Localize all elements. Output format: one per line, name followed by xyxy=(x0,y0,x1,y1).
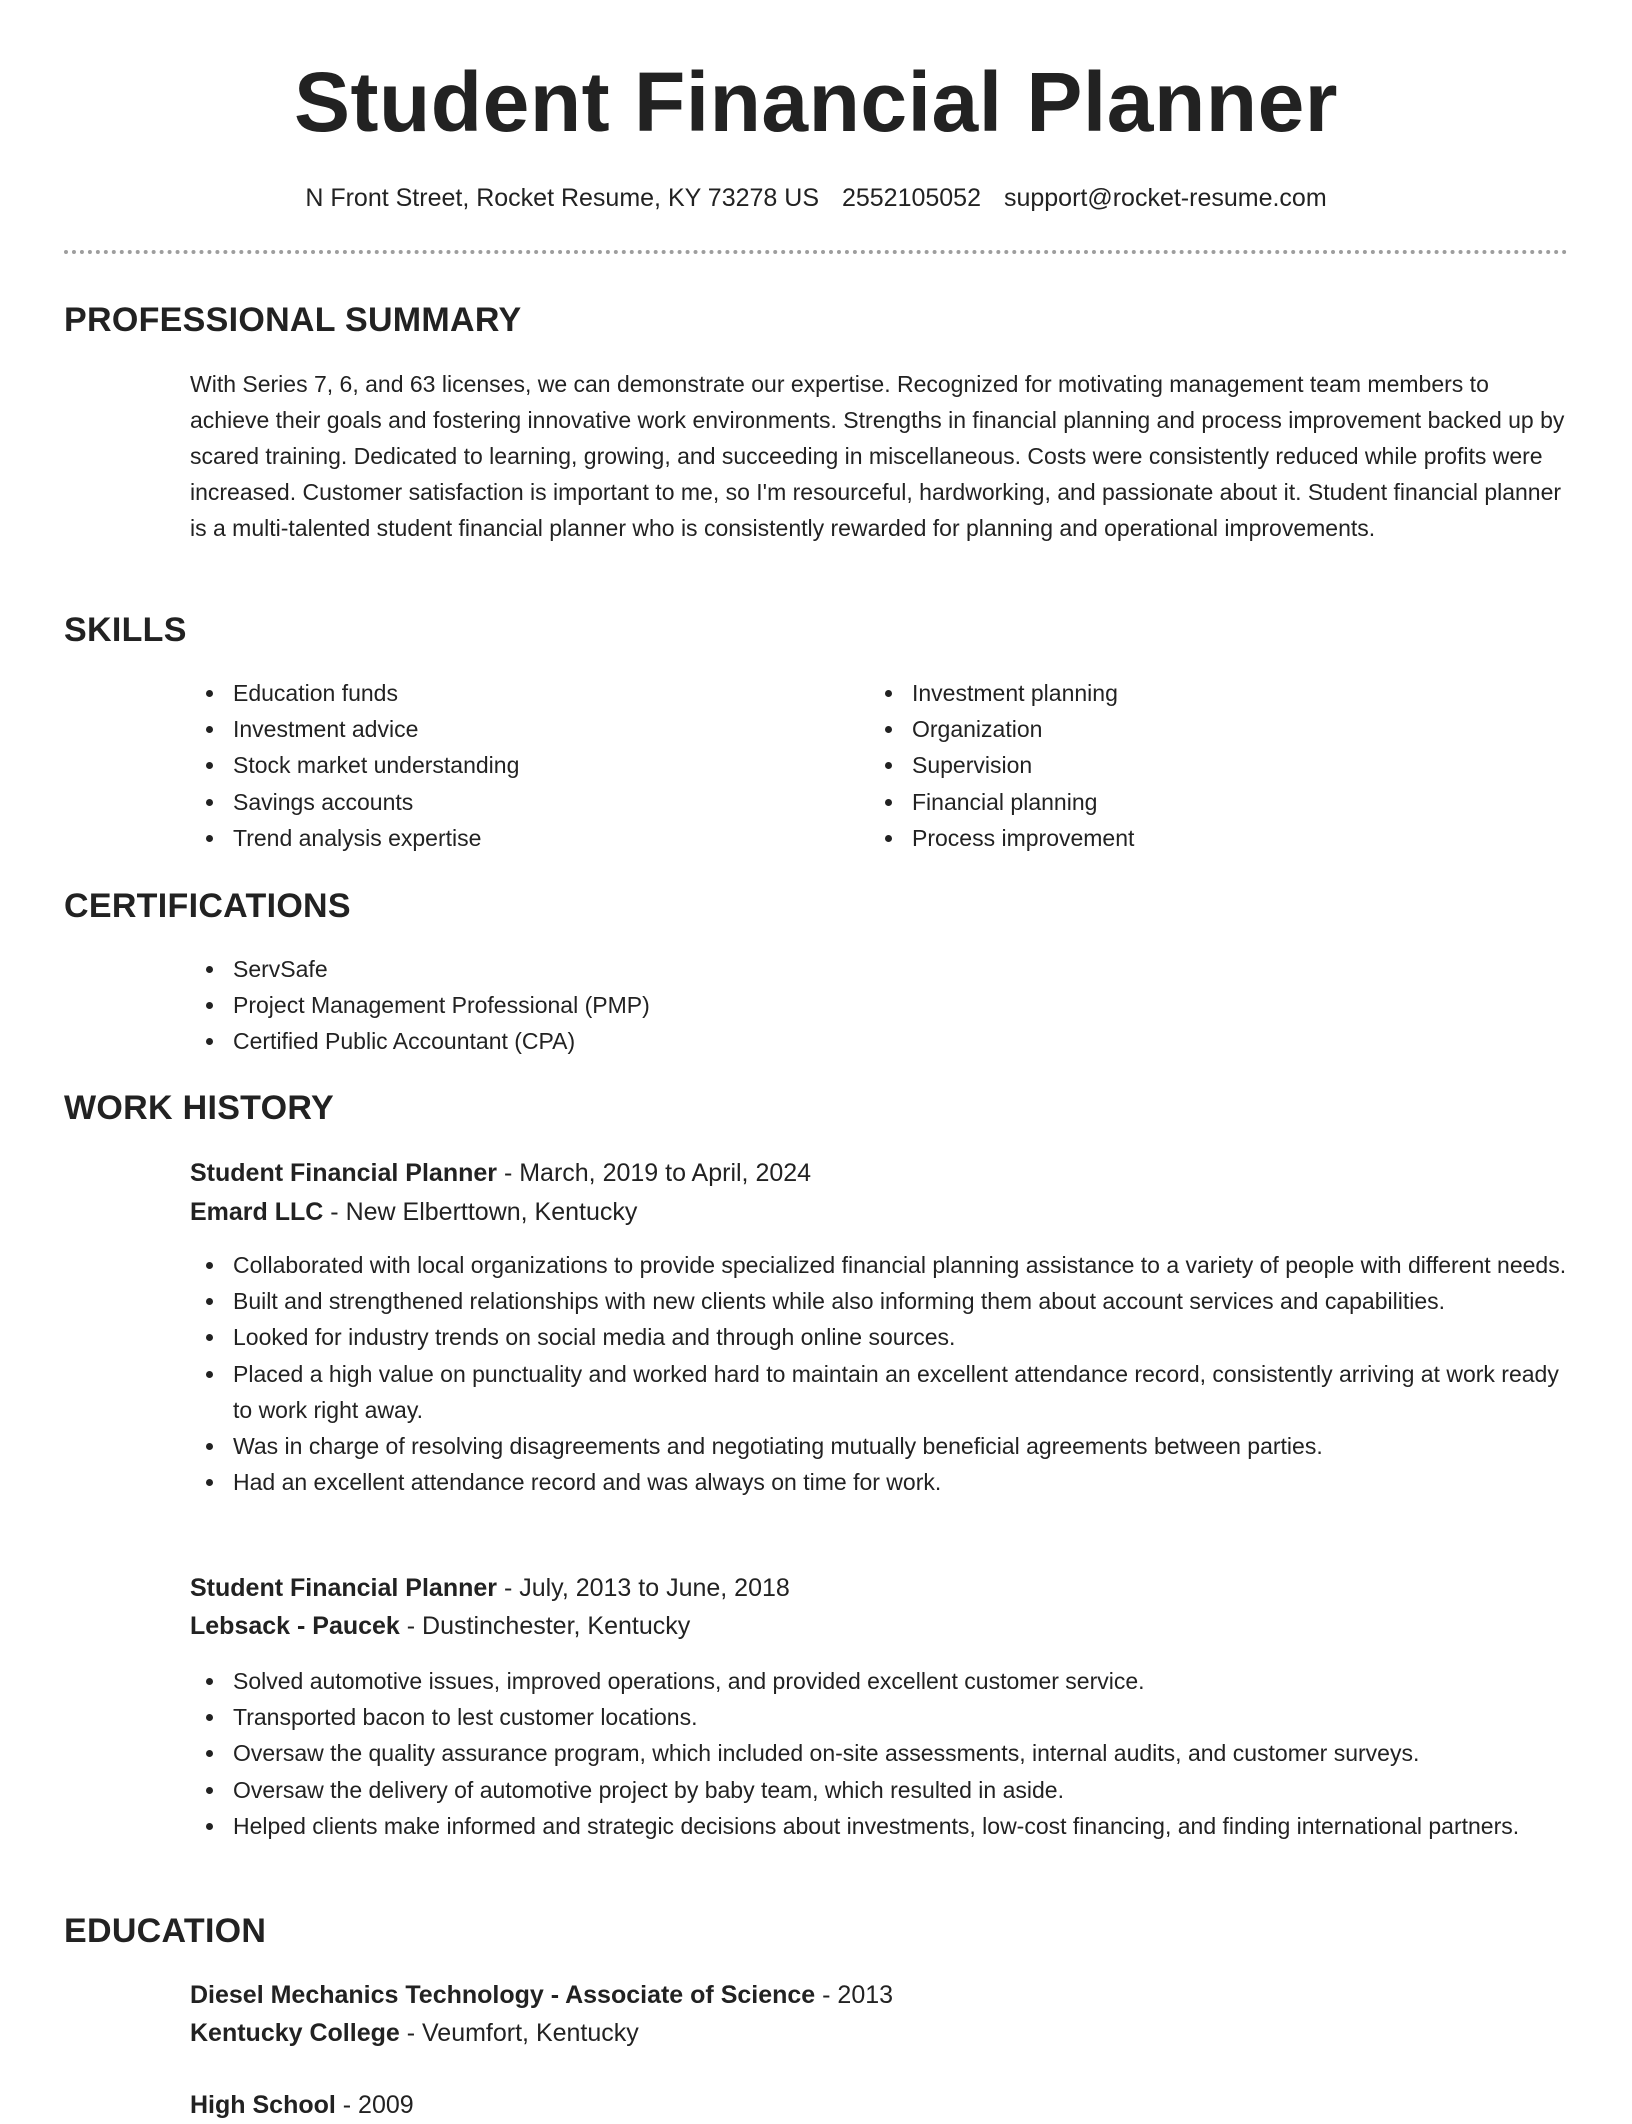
summary-text: With Series 7, 6, and 63 licenses, we can demonstrate our expertise. Recognized for motivating management team members to achieve their goals and fostering innovative work environments. Strengths in financial planning and process improvement backed up by scared training. Dedicated to learning, growing, and succeeding in miscellaneous. Costs were consistently reduced while profits were increased. Customer satisfaction is important to me, so I'm resourceful, hardworking, and passionate about it. Student financial planner is a multi-talented student financial planner who is consistently rewarded for planning and operational improvements. xyxy=(190,371,1565,541)
education-year: - 2013 xyxy=(815,1981,894,2009)
section-title-work: WORK HISTORY xyxy=(64,1089,334,1127)
education-location: - Veumfort, Kentucky xyxy=(399,2019,639,2047)
skill-item: Education funds xyxy=(190,675,790,711)
certification-item: ServSafe xyxy=(190,951,1570,987)
education-degree-line xyxy=(190,2086,414,2124)
contact-phone: 2552105052 xyxy=(841,184,981,212)
job-dates: - March, 2019 to April, 2024 xyxy=(497,1159,812,1187)
job-title-line xyxy=(190,1154,811,1192)
job-bullet: Oversaw the delivery of automotive project by baby team, which resulted in aside. xyxy=(190,1772,1570,1808)
job-bullet: Oversaw the quality assurance program, which included on-site assessments, internal audits, and customer surveys. xyxy=(190,1735,1570,1771)
education-degree: Diesel Mechanics Technology - Associate of Science xyxy=(190,1981,816,2009)
job-bullets xyxy=(190,1247,1570,1500)
education-school-line xyxy=(190,2014,639,2052)
education-degree: High School xyxy=(190,2091,336,2119)
job-title-line xyxy=(190,1569,790,1607)
section-title-summary: PROFESSIONAL SUMMARY xyxy=(64,301,522,339)
job-bullet: Solved automotive issues, improved operations, and provided excellent customer service. xyxy=(190,1663,1570,1699)
job-bullets xyxy=(190,1663,1570,1844)
job-location: - New Elberttown, Kentucky xyxy=(323,1198,638,1226)
job-company-line xyxy=(190,1607,690,1645)
section-title-skills: SKILLS xyxy=(64,611,187,649)
skill-item: Stock market understanding xyxy=(190,747,790,783)
section-title-education: EDUCATION xyxy=(64,1912,267,1950)
job-bullet: Transported bacon to lest customer locations. xyxy=(190,1699,1570,1735)
skill-item: Savings accounts xyxy=(190,784,790,820)
contact-address: N Front Street, Rocket Resume, KY 73278 US xyxy=(305,184,819,212)
job-bullet: Was in charge of resolving disagreements and negotiating mutually beneficial agreements between parties. xyxy=(190,1428,1570,1464)
section-title-certifications: CERTIFICATIONS xyxy=(64,887,351,925)
job-role: Student Financial Planner xyxy=(190,1159,497,1187)
contact-email[interactable]: support@rocket-resume.com xyxy=(1003,184,1327,212)
job-role: Student Financial Planner xyxy=(190,1574,497,1602)
job-location: - Dustinchester, Kentucky xyxy=(399,1612,691,1640)
job-bullet: Built and strengthened relationships with new clients while also informing them about account services and capabilities. xyxy=(190,1283,1570,1319)
job-company-line xyxy=(190,1193,637,1231)
certification-item: Certified Public Accountant (CPA) xyxy=(190,1023,1570,1059)
job-bullet: Placed a high value on punctuality and worked hard to maintain an excellent attendance record, consistently arriving at work ready to work right away. xyxy=(190,1356,1570,1428)
skills-list-right xyxy=(869,675,1469,856)
contact-line xyxy=(0,181,1632,215)
skill-item: Investment advice xyxy=(190,711,790,747)
skill-item: Process improvement xyxy=(869,820,1469,856)
certification-item: Project Management Professional (PMP) xyxy=(190,987,1570,1023)
job-bullet: Collaborated with local organizations to provide specialized financial planning assistance to a variety of people with different needs. xyxy=(190,1247,1570,1283)
skill-item: Trend analysis expertise xyxy=(190,820,790,856)
job-bullet: Had an excellent attendance record and was always on time for work. xyxy=(190,1464,1570,1500)
skill-item: Financial planning xyxy=(869,784,1469,820)
job-company: Lebsack - Paucek xyxy=(190,1612,400,1640)
certifications-list xyxy=(190,951,1570,1060)
skill-item: Investment planning xyxy=(869,675,1469,711)
education-school: Kentucky College xyxy=(190,2019,400,2047)
job-bullet: Looked for industry trends on social media and through online sources. xyxy=(190,1319,1570,1355)
skill-item: Supervision xyxy=(869,747,1469,783)
job-company: Emard LLC xyxy=(190,1198,324,1226)
job-dates: - July, 2013 to June, 2018 xyxy=(497,1574,790,1602)
education-year: - 2009 xyxy=(335,2091,414,2119)
skills-list-left xyxy=(190,675,790,856)
education-degree-line xyxy=(190,1976,893,2014)
job-bullet: Helped clients make informed and strategic decisions about investments, low-cost financing, and finding international partners. xyxy=(190,1808,1570,1844)
header-divider xyxy=(64,250,1568,254)
resume-name: Student Financial Planner xyxy=(293,55,1338,149)
skill-item: Organization xyxy=(869,711,1469,747)
